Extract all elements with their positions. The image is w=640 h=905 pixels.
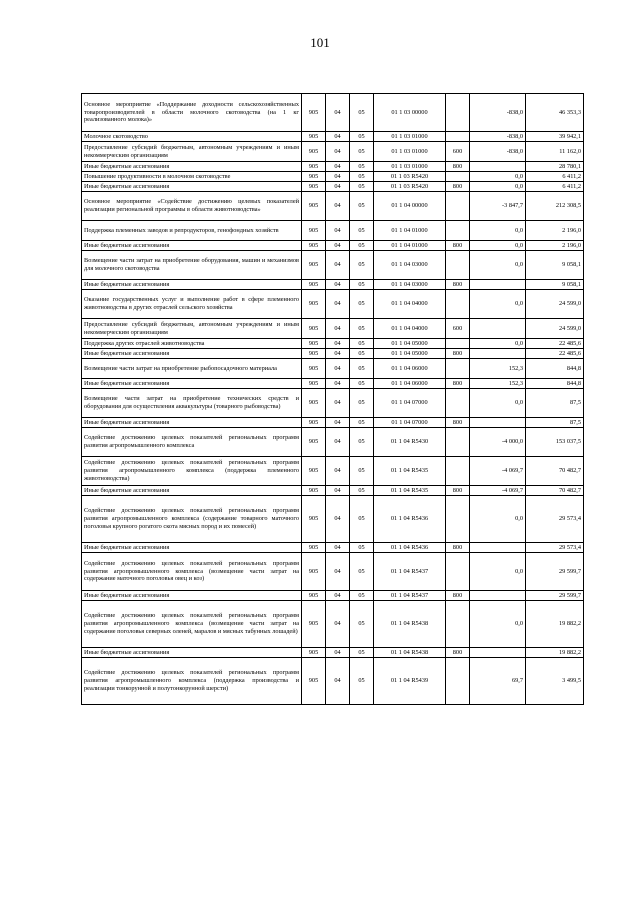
row-change-cell [470, 162, 526, 172]
row-name-cell: Иные бюджетные ассигнования [82, 280, 302, 290]
row-expense-type-cell [446, 339, 470, 349]
row-expense-type-cell [446, 290, 470, 319]
table-row [82, 241, 584, 251]
table-row [82, 319, 584, 339]
row-target-article-cell: 01 1 03 01000 [374, 142, 446, 162]
row-total-cell: 29 573,4 [526, 543, 584, 553]
table-row [82, 221, 584, 241]
row-section-cell: 04 [326, 94, 350, 132]
row-change-cell: -838,0 [470, 132, 526, 142]
row-target-article-cell: 01 1 04 01000 [374, 221, 446, 241]
row-subsection-cell: 05 [350, 172, 374, 182]
row-expense-type-cell: 800 [446, 162, 470, 172]
row-total-cell: 24 599,0 [526, 290, 584, 319]
row-name-cell: Возмещение части затрат на приобретение оборудования, машин и механизмов для молочного скотоводства [82, 251, 302, 280]
row-subsection-cell: 05 [350, 290, 374, 319]
row-total-cell: 844,8 [526, 359, 584, 379]
row-change-cell: 0,0 [470, 182, 526, 192]
row-name-cell: Иные бюджетные ассигнования [82, 349, 302, 359]
row-target-article-cell: 01 1 04 06000 [374, 359, 446, 379]
row-ministry-cell: 905 [302, 648, 326, 658]
row-ministry-cell: 905 [302, 418, 326, 428]
row-target-article-cell: 01 1 03 R5420 [374, 182, 446, 192]
row-expense-type-cell: 800 [446, 241, 470, 251]
row-section-cell: 04 [326, 543, 350, 553]
row-expense-type-cell [446, 172, 470, 182]
row-target-article-cell: 01 1 04 03000 [374, 280, 446, 290]
row-expense-type-cell: 800 [446, 418, 470, 428]
row-total-cell: 24 599,0 [526, 319, 584, 339]
row-target-article-cell: 01 1 03 R5420 [374, 172, 446, 182]
row-target-article-cell: 01 1 04 05000 [374, 339, 446, 349]
table-row [82, 162, 584, 172]
row-change-cell: 0,0 [470, 553, 526, 591]
row-ministry-cell: 905 [302, 142, 326, 162]
table-row [82, 428, 584, 457]
row-subsection-cell: 05 [350, 379, 374, 389]
row-target-article-cell: 01 1 04 R5436 [374, 543, 446, 553]
row-target-article-cell: 01 1 04 R5436 [374, 496, 446, 543]
row-total-cell: 46 353,3 [526, 94, 584, 132]
row-name-cell: Содействие достижению целевых показателей региональных программ развития агропромышленного комплекса [82, 428, 302, 457]
row-subsection-cell: 05 [350, 591, 374, 601]
row-ministry-cell: 905 [302, 379, 326, 389]
row-name-cell: Предоставление субсидий бюджетным, автономным учреждениям и иным некоммерческим организациям [82, 142, 302, 162]
row-change-cell [470, 543, 526, 553]
row-expense-type-cell [446, 658, 470, 705]
row-target-article-cell: 01 1 04 R5437 [374, 553, 446, 591]
row-total-cell: 19 882,2 [526, 648, 584, 658]
row-total-cell: 29 599,7 [526, 553, 584, 591]
row-subsection-cell: 05 [350, 457, 374, 486]
row-ministry-cell: 905 [302, 496, 326, 543]
row-expense-type-cell: 800 [446, 349, 470, 359]
row-section-cell: 04 [326, 428, 350, 457]
row-name-cell: Поддержка других отраслей животноводства [82, 339, 302, 349]
row-total-cell: 3 499,5 [526, 658, 584, 705]
row-target-article-cell: 01 1 04 01000 [374, 241, 446, 251]
table-row [82, 601, 584, 648]
row-total-cell: 2 196,0 [526, 241, 584, 251]
row-total-cell: 39 942,1 [526, 132, 584, 142]
table-row [82, 280, 584, 290]
row-ministry-cell: 905 [302, 339, 326, 349]
row-target-article-cell: 01 1 04 R5438 [374, 648, 446, 658]
row-change-cell: 0,0 [470, 221, 526, 241]
row-total-cell: 22 485,6 [526, 349, 584, 359]
row-expense-type-cell [446, 601, 470, 648]
table-row [82, 648, 584, 658]
row-section-cell: 04 [326, 418, 350, 428]
row-ministry-cell: 905 [302, 389, 326, 418]
row-expense-type-cell [446, 94, 470, 132]
row-total-cell: 22 485,6 [526, 339, 584, 349]
row-expense-type-cell: 800 [446, 543, 470, 553]
row-section-cell: 04 [326, 241, 350, 251]
row-target-article-cell: 01 1 04 07000 [374, 389, 446, 418]
row-section-cell: 04 [326, 553, 350, 591]
row-name-cell: Содействие достижению целевых показателей региональных программ развития агропромышленного комплекса (возмещение части затрат на содержание маточного поголовья овец и коз) [82, 553, 302, 591]
row-section-cell: 04 [326, 591, 350, 601]
row-ministry-cell: 905 [302, 428, 326, 457]
row-section-cell: 04 [326, 319, 350, 339]
row-change-cell: 0,0 [470, 339, 526, 349]
row-subsection-cell: 05 [350, 182, 374, 192]
row-ministry-cell: 905 [302, 553, 326, 591]
row-target-article-cell: 01 1 03 01000 [374, 132, 446, 142]
row-total-cell: 70 482,7 [526, 457, 584, 486]
row-change-cell [470, 349, 526, 359]
row-ministry-cell: 905 [302, 132, 326, 142]
row-total-cell: 212 308,5 [526, 192, 584, 221]
row-total-cell: 29 599,7 [526, 591, 584, 601]
row-subsection-cell: 05 [350, 142, 374, 162]
row-name-cell: Иные бюджетные ассигнования [82, 162, 302, 172]
row-name-cell: Иные бюджетные ассигнования [82, 543, 302, 553]
row-total-cell: 6 411,2 [526, 172, 584, 182]
row-subsection-cell: 05 [350, 359, 374, 379]
table-row [82, 389, 584, 418]
row-change-cell: -4 069,7 [470, 486, 526, 496]
row-section-cell: 04 [326, 457, 350, 486]
row-target-article-cell: 01 1 04 R5435 [374, 486, 446, 496]
row-ministry-cell: 905 [302, 349, 326, 359]
row-name-cell: Содействие достижению целевых показателей региональных программ развития агропромышленного комплекса (возмещение части затрат на содержание поголовья северных оленей, маралов и мясных табунных лошадей) [82, 601, 302, 648]
row-subsection-cell: 05 [350, 94, 374, 132]
row-target-article-cell: 01 1 04 04000 [374, 319, 446, 339]
table-row [82, 339, 584, 349]
row-subsection-cell: 05 [350, 418, 374, 428]
row-name-cell: Иные бюджетные ассигнования [82, 648, 302, 658]
row-subsection-cell: 05 [350, 251, 374, 280]
row-section-cell: 04 [326, 280, 350, 290]
table-row [82, 182, 584, 192]
table-row [82, 359, 584, 379]
row-target-article-cell: 01 1 04 R5430 [374, 428, 446, 457]
row-subsection-cell: 05 [350, 496, 374, 543]
row-section-cell: 04 [326, 496, 350, 543]
table-row [82, 591, 584, 601]
table-row [82, 251, 584, 280]
row-section-cell: 04 [326, 349, 350, 359]
row-expense-type-cell: 600 [446, 319, 470, 339]
row-ministry-cell: 905 [302, 162, 326, 172]
row-subsection-cell: 05 [350, 486, 374, 496]
row-expense-type-cell: 800 [446, 591, 470, 601]
row-expense-type-cell [446, 221, 470, 241]
row-total-cell: 9 058,1 [526, 280, 584, 290]
row-name-cell: Содействие достижению целевых показателей региональных программ развития агропромышленного комплекса (содержание товарного маточного поголовья крупного рогатого скота мясных пород и их помесей) [82, 496, 302, 543]
row-expense-type-cell [446, 192, 470, 221]
row-total-cell: 29 573,4 [526, 496, 584, 543]
row-target-article-cell: 01 1 04 07000 [374, 418, 446, 428]
row-section-cell: 04 [326, 162, 350, 172]
budget-table [81, 93, 584, 705]
row-section-cell: 04 [326, 192, 350, 221]
row-subsection-cell: 05 [350, 601, 374, 648]
row-expense-type-cell [446, 251, 470, 280]
table-row [82, 457, 584, 486]
row-change-cell: -3 847,7 [470, 192, 526, 221]
table-row [82, 379, 584, 389]
row-target-article-cell: 01 1 04 04000 [374, 290, 446, 319]
row-ministry-cell: 905 [302, 290, 326, 319]
row-subsection-cell: 05 [350, 192, 374, 221]
row-section-cell: 04 [326, 251, 350, 280]
row-ministry-cell: 905 [302, 280, 326, 290]
row-total-cell: 9 058,1 [526, 251, 584, 280]
row-expense-type-cell: 600 [446, 142, 470, 162]
row-name-cell: Иные бюджетные ассигнования [82, 182, 302, 192]
row-total-cell: 6 411,2 [526, 182, 584, 192]
row-subsection-cell: 05 [350, 553, 374, 591]
row-expense-type-cell [446, 359, 470, 379]
row-expense-type-cell [446, 457, 470, 486]
row-section-cell: 04 [326, 172, 350, 182]
table-row [82, 496, 584, 543]
row-name-cell: Возмещение части затрат на приобретение технических средств и оборудования для осуществления аквакультуры (товарного рыбоводства) [82, 389, 302, 418]
row-subsection-cell: 05 [350, 339, 374, 349]
row-total-cell: 844,8 [526, 379, 584, 389]
table-row [82, 132, 584, 142]
table-row [82, 349, 584, 359]
row-subsection-cell: 05 [350, 280, 374, 290]
row-expense-type-cell: 800 [446, 648, 470, 658]
row-total-cell: 87,5 [526, 418, 584, 428]
table-row [82, 658, 584, 705]
table-row [82, 543, 584, 553]
row-target-article-cell: 01 1 04 05000 [374, 349, 446, 359]
row-subsection-cell: 05 [350, 658, 374, 705]
row-ministry-cell: 905 [302, 658, 326, 705]
row-name-cell: Предоставление субсидий бюджетным, автономным учреждениям и иным некоммерческим организациям [82, 319, 302, 339]
row-ministry-cell: 905 [302, 601, 326, 648]
row-change-cell: 69,7 [470, 658, 526, 705]
row-section-cell: 04 [326, 648, 350, 658]
row-target-article-cell: 01 1 04 R5438 [374, 601, 446, 648]
row-ministry-cell: 905 [302, 94, 326, 132]
row-change-cell [470, 648, 526, 658]
row-section-cell: 04 [326, 221, 350, 241]
row-ministry-cell: 905 [302, 591, 326, 601]
row-change-cell [470, 418, 526, 428]
row-target-article-cell: 01 1 04 R5435 [374, 457, 446, 486]
row-subsection-cell: 05 [350, 162, 374, 172]
row-change-cell [470, 319, 526, 339]
table-row [82, 192, 584, 221]
row-subsection-cell: 05 [350, 648, 374, 658]
row-expense-type-cell: 800 [446, 379, 470, 389]
row-subsection-cell: 05 [350, 543, 374, 553]
row-change-cell: 0,0 [470, 241, 526, 251]
row-ministry-cell: 905 [302, 251, 326, 280]
row-expense-type-cell [446, 132, 470, 142]
row-ministry-cell: 905 [302, 359, 326, 379]
row-change-cell: -838,0 [470, 94, 526, 132]
row-subsection-cell: 05 [350, 319, 374, 339]
row-ministry-cell: 905 [302, 457, 326, 486]
row-total-cell: 28 780,1 [526, 162, 584, 172]
row-name-cell: Иные бюджетные ассигнования [82, 241, 302, 251]
row-name-cell: Иные бюджетные ассигнования [82, 486, 302, 496]
row-name-cell: Иные бюджетные ассигнования [82, 591, 302, 601]
row-ministry-cell: 905 [302, 192, 326, 221]
row-section-cell: 04 [326, 601, 350, 648]
table-row [82, 94, 584, 132]
row-name-cell: Иные бюджетные ассигнования [82, 379, 302, 389]
row-ministry-cell: 905 [302, 221, 326, 241]
row-change-cell: 0,0 [470, 496, 526, 543]
row-name-cell: Основное мероприятие «Содействие достижению целевых показателей реализации региональной программы в области животноводства» [82, 192, 302, 221]
row-subsection-cell: 05 [350, 221, 374, 241]
row-change-cell: 0,0 [470, 389, 526, 418]
row-name-cell: Поддержка племенных заводов и репродукторов, генофондных хозяйств [82, 221, 302, 241]
row-section-cell: 04 [326, 339, 350, 349]
table-row [82, 418, 584, 428]
table-row [82, 142, 584, 162]
row-subsection-cell: 05 [350, 389, 374, 418]
row-change-cell: 152,3 [470, 379, 526, 389]
row-expense-type-cell [446, 496, 470, 543]
row-subsection-cell: 05 [350, 428, 374, 457]
row-subsection-cell: 05 [350, 132, 374, 142]
row-section-cell: 04 [326, 359, 350, 379]
row-name-cell: Молочное скотоводство [82, 132, 302, 142]
row-expense-type-cell [446, 389, 470, 418]
row-change-cell: 152,3 [470, 359, 526, 379]
row-section-cell: 04 [326, 290, 350, 319]
row-section-cell: 04 [326, 182, 350, 192]
row-ministry-cell: 905 [302, 486, 326, 496]
row-change-cell [470, 280, 526, 290]
row-target-article-cell: 01 1 04 00000 [374, 192, 446, 221]
row-change-cell: 0,0 [470, 290, 526, 319]
row-name-cell: Основное мероприятие «Поддержание доходности сельскохозяйственных товаропроизводителей в области молочного скотоводства (на 1 кг реализованного молока)» [82, 94, 302, 132]
row-expense-type-cell: 800 [446, 182, 470, 192]
row-ministry-cell: 905 [302, 172, 326, 182]
row-section-cell: 04 [326, 658, 350, 705]
row-target-article-cell: 01 1 03 01000 [374, 162, 446, 172]
row-subsection-cell: 05 [350, 349, 374, 359]
table-body [82, 94, 584, 705]
row-change-cell: 0,0 [470, 601, 526, 648]
table-row [82, 553, 584, 591]
page-number: 101 [310, 35, 330, 50]
row-section-cell: 04 [326, 379, 350, 389]
row-change-cell [470, 591, 526, 601]
row-target-article-cell: 01 1 04 R5439 [374, 658, 446, 705]
row-expense-type-cell: 800 [446, 486, 470, 496]
row-ministry-cell: 905 [302, 241, 326, 251]
row-total-cell: 19 882,2 [526, 601, 584, 648]
row-name-cell: Иные бюджетные ассигнования [82, 418, 302, 428]
row-expense-type-cell [446, 428, 470, 457]
row-section-cell: 04 [326, 132, 350, 142]
row-name-cell: Возмещение части затрат на приобретение рыбопосадочного материала [82, 359, 302, 379]
row-name-cell: Содействие достижению целевых показателей региональных программ развития агропромышленного комплекса (поддержка племенного животноводства) [82, 457, 302, 486]
table-row [82, 290, 584, 319]
row-total-cell: 2 196,0 [526, 221, 584, 241]
row-target-article-cell: 01 1 04 R5437 [374, 591, 446, 601]
row-subsection-cell: 05 [350, 241, 374, 251]
row-ministry-cell: 905 [302, 543, 326, 553]
row-change-cell: 0,0 [470, 172, 526, 182]
row-target-article-cell: 01 1 04 06000 [374, 379, 446, 389]
table-row [82, 486, 584, 496]
row-total-cell: 70 482,7 [526, 486, 584, 496]
row-expense-type-cell [446, 553, 470, 591]
row-name-cell: Содействие достижению целевых показателей региональных программ развития агропромышленного комплекса (поддержка производства и реализации тонкорунной и полутонкорунной шерсти) [82, 658, 302, 705]
row-change-cell: -838,0 [470, 142, 526, 162]
row-ministry-cell: 905 [302, 182, 326, 192]
row-target-article-cell: 01 1 04 03000 [374, 251, 446, 280]
row-target-article-cell: 01 1 03 00000 [374, 94, 446, 132]
row-ministry-cell: 905 [302, 319, 326, 339]
row-change-cell: -4 000,0 [470, 428, 526, 457]
table-row [82, 172, 584, 182]
row-change-cell: 0,0 [470, 251, 526, 280]
row-section-cell: 04 [326, 486, 350, 496]
row-total-cell: 11 162,0 [526, 142, 584, 162]
row-expense-type-cell: 800 [446, 280, 470, 290]
row-name-cell: Повышение продуктивности в молочном скотоводстве [82, 172, 302, 182]
row-section-cell: 04 [326, 389, 350, 418]
row-total-cell: 87,5 [526, 389, 584, 418]
row-section-cell: 04 [326, 142, 350, 162]
row-total-cell: 153 037,5 [526, 428, 584, 457]
row-name-cell: Оказание государственных услуг и выполнение работ в сфере племенного животноводства в других отраслей сельского хозяйства [82, 290, 302, 319]
row-change-cell: -4 069,7 [470, 457, 526, 486]
